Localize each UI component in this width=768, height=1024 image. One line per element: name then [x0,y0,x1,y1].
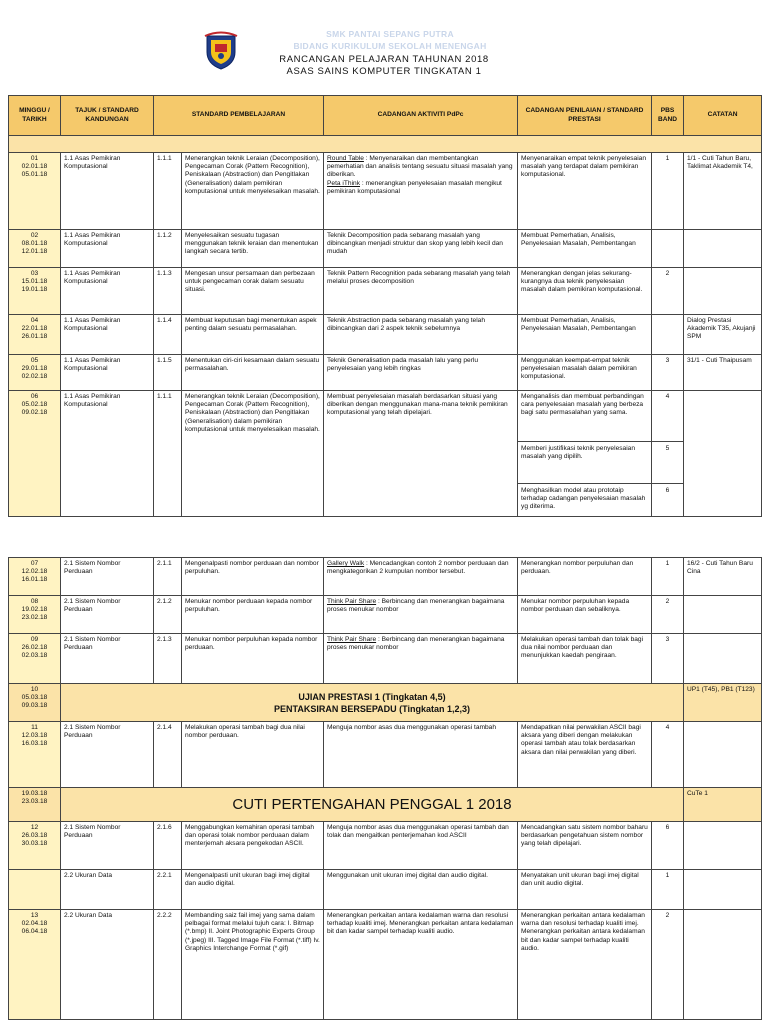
faint-header-lines [240,28,540,52]
faint-subtitle: BIDANG KURIKULUM SEKOLAH MENENGAH [293,41,487,51]
table-row: 05 29.01.18 02.02.18 1.1 Asas Pemikiran Komputasional 1.1.5 Menentukan ciri-ciri kesamaan dalam sesuatu permasalahan. Teknik Generalisation pada masalah lalu yang perlu penyelesaian yang lebih ringkas Menggunakan keempat-empat teknik penyelesaian masalah dalam pemikiran komputasional. 3 31/1 - Cuti Thaipusam [9,355,762,391]
lesson-plan-table-2 [8,557,762,1020]
col-assessment: CADANGAN PENILAIAN / STANDARD PRESTASI [518,96,652,136]
table-row: 08 19.02.18 23.02.18 2.1 Sistem Nombor Perduaan 2.1.2 Menukar nombor perduaan kepada nombor perpuluhan. Think Pair Share : Berbincang dan menerangkan bagaimana proses menukar nombor Menukar nombor perpuluhan kepada nombor perduaan dan sebaliknya. 2 [9,596,762,634]
table-row: 04 22.01.18 26.01.18 1.1 Asas Pemikiran Komputasional 1.1.4 Membuat keputusan bagi menentukan aspek penting dalam sesuatu permasalahan. Teknik Abstraction pada sebarang masalah yang telah dibincangkan dari 2 aspek teknik sebelumnya Membuat Pemerhatian, Analisis, Penyelesaian Masalah, Pembentangan Dialog Prestasi Akademik T35, Akujanji SPM [9,315,762,355]
col-notes: CATATAN [684,96,762,136]
table-row: 01 02.01.18 05.01.18 1.1 Asas Pemikiran Komputasional 1.1.1 Menerangkan teknik Leraian (Decomposition), Pengecaman Corak (Pattern Recognition), Peniskalaan (Abstraction) dan Pengitlakan (Generalisation) dalam pemikiran komputasional untuk menyelesaikan masalah. Round Table : Menyenaraikan dan membentangkan pemerhatian dan analisis tentang sesuatu situasi masalah yang diberikan. Peta iThink : menerangkan penyelesaian masalah mengikut pemikiran komputasional Menyenaraikan empat teknik penyelesaian masalah yang terdapat dalam pemikiran komputasional. 1 1/1 - Cuti Tahun Baru, Taklimat Akademik T4, [9,153,762,230]
table-row: 2.2 Ukuran Data 2.2.1 Mengenalpasti unit ukuran bagi imej digital dan audio digital. Menggunakan unit ukuran imej digital dan audio digital. Menyatakan unit ukuran bagi imej digital dan unit audio digital. 1 [9,870,762,910]
page-title [0,54,768,78]
table-row: 06 05.02.18 09.02.18 1.1 Asas Pemikiran Komputasional 1.1.1 Menerangkan teknik Leraian (Decomposition), Pengecaman Corak (Pattern Recognition), Peniskalaan (Abstraction) dan Pengitlakan (Generalisation) dalam pemikiran komputasional untuk menyelesaikan masalah. Membuat penyelesaian masalah berdasarkan situasi yang diberikan dengan menggunakan mana-mana teknik pemikiran komputasional yang telah dipelajari. Menganalisis dan membuat perbandingan cara penyelesaian masalah yang berbeza bagi satu permasalahan yang sama. Memberi justifikasi teknik penyelesaian masalah yang dipilih. Menghasilkan model atau prototaip terhadap cadangan penyelesaian masalah yg diterima. 4 5 6 [9,391,762,517]
table-header-row [9,96,762,136]
col-week: MINGGU / TARIKH [9,96,61,136]
school-name: SMK PANTAI SEPANG PUTRA [326,29,454,39]
document-header [0,0,768,92]
table-row: 03 15.01.18 19.01.18 1.1 Asas Pemikiran Komputasional 1.1.3 Mengesan unsur persamaan dan perbezaan untuk pengecaman corak dalam sesuatu situasi. Teknik Pattern Recognition pada sebarang masalah yang telah melalui proses decomposition Menerangkan dengan jelas sekurang-kurangnya dua teknik penyelesaian masalah dalam pemikiran komputasional. 2 [9,268,762,315]
table-row: 13 02.04.18 06.04.18 2.2 Ukuran Data 2.2.2 Membanding saiz fail imej yang sama dalam pelbagai format melalui tujuh cara: I. Bitmap (*.bmp) II. Joint Photographic Experts Group (*.jpeg) III. Tagged Image File Format (*.tiff) Iv. Graphics Interchange Format (*.gif) Menerangkan perkaitan antara kedalaman warna dan resolusi terhadap kualiti imej. Menerangkan perkaitan antara kedalaman bit dan kadar sampel terhadap kualiti audio. Menerangkan perkaitan antara kedalaman warna dan resolusi terhadap kualiti imej. Menerangkan perkaitan antara kedalaman bit dan kadar sampel terhadap kualiti audio. 2 [9,910,762,1020]
table-row: 07 12.02.18 16.01.18 2.1 Sistem Nombor Perduaan 2.1.1 Mengenalpasti nombor perduaan dan nombor perpuluhan. Gallery Walk : Mencadangkan contoh 2 nombor perduaan dan mengkategorikan 2 kumpulan nombor tersebut. Menerangkan nombor perpuluhan dan perduaan. 1 16/2 - Cuti Tahun Baru Cina [9,558,762,596]
col-activity: CADANGAN AKTIVITI PdPc [324,96,518,136]
exam-row: 10 05.03.18 09.03.18 UJIAN PRESTASI 1 (Tingkatan 4,5) PENTAKSIRAN BERSEPADU (Tingkatan 1,2,3) UP1 (T45), PB1 (T123) [9,684,762,722]
col-standard: STANDARD PEMBELAJARAN [154,96,324,136]
lesson-plan-table-1 [8,95,762,517]
table-row: 11 12.03.18 16.03.18 2.1 Sistem Nombor Perduaan 2.1.4 Melakukan operasi tambah bagi dua nilai nombor perduaan. Menguja nombor asas dua menggunakan operasi tambah Mendapatkan nilai perwakilan ASCII bagi aksara yang diberi dengan melakukan operasi tambah atau tolak berdasarkan aksara dan nilai perwakilan yang diberi. 4 [9,722,762,788]
col-topic: TAJUK / STANDARD KANDUNGAN [61,96,154,136]
table-row: 09 26.02.18 02.03.18 2.1 Sistem Nombor Perduaan 2.1.3 Menukar nombor perpuluhan kepada nombor perduaan. Think Pair Share : Berbincang dan menerangkan bagaimana proses menukar nombor Melakukan operasi tambah dan tolak bagi dua nilai nombor perduaan dan menunjukkan kaedah pengiraan. 3 [9,634,762,684]
title-line-1: RANCANGAN PELAJARAN TAHUNAN 2018 [279,54,489,65]
holiday-row: 19.03.18 23.03.18 CUTI PERTENGAHAN PENGGAL 1 2018 CuTe 1 [9,788,762,822]
spacer-row [9,136,762,153]
table-row: 02 08.01.18 12.01.18 1.1 Asas Pemikiran Komputasional 1.1.2 Menyelesaikan sesuatu tugasan menggunakan teknik leraian dan menentukan langkah secara tertib. Teknik Decomposition pada sebarang masalah yang dibincangkan menjadi struktur dan skop yang lebih kecil dan mudah Membuat Pemerhatian, Analisis, Penyelesaian Masalah, Pembentangan [9,230,762,268]
table-row: 12 26.03.18 30.03.18 2.1 Sistem Nombor Perduaan 2.1.6 Menggabungkan kemahiran operasi tambah dan operasi tolak nombor perduaan dalam menterjemah aksara pengekodan ASCII. Menguja nombor asas dua menggunakan operasi tambah dan tolak dan mengaitkan penterjemahan kod ASCII Mencadangkan satu sistem nombor baharu berdasarkan pengetahuan sistem nombor yang telah dipelajari. 6 [9,822,762,870]
title-line-2: ASAS SAINS KOMPUTER TINGKATAN 1 [286,66,482,77]
col-band: PBS BAND [652,96,684,136]
